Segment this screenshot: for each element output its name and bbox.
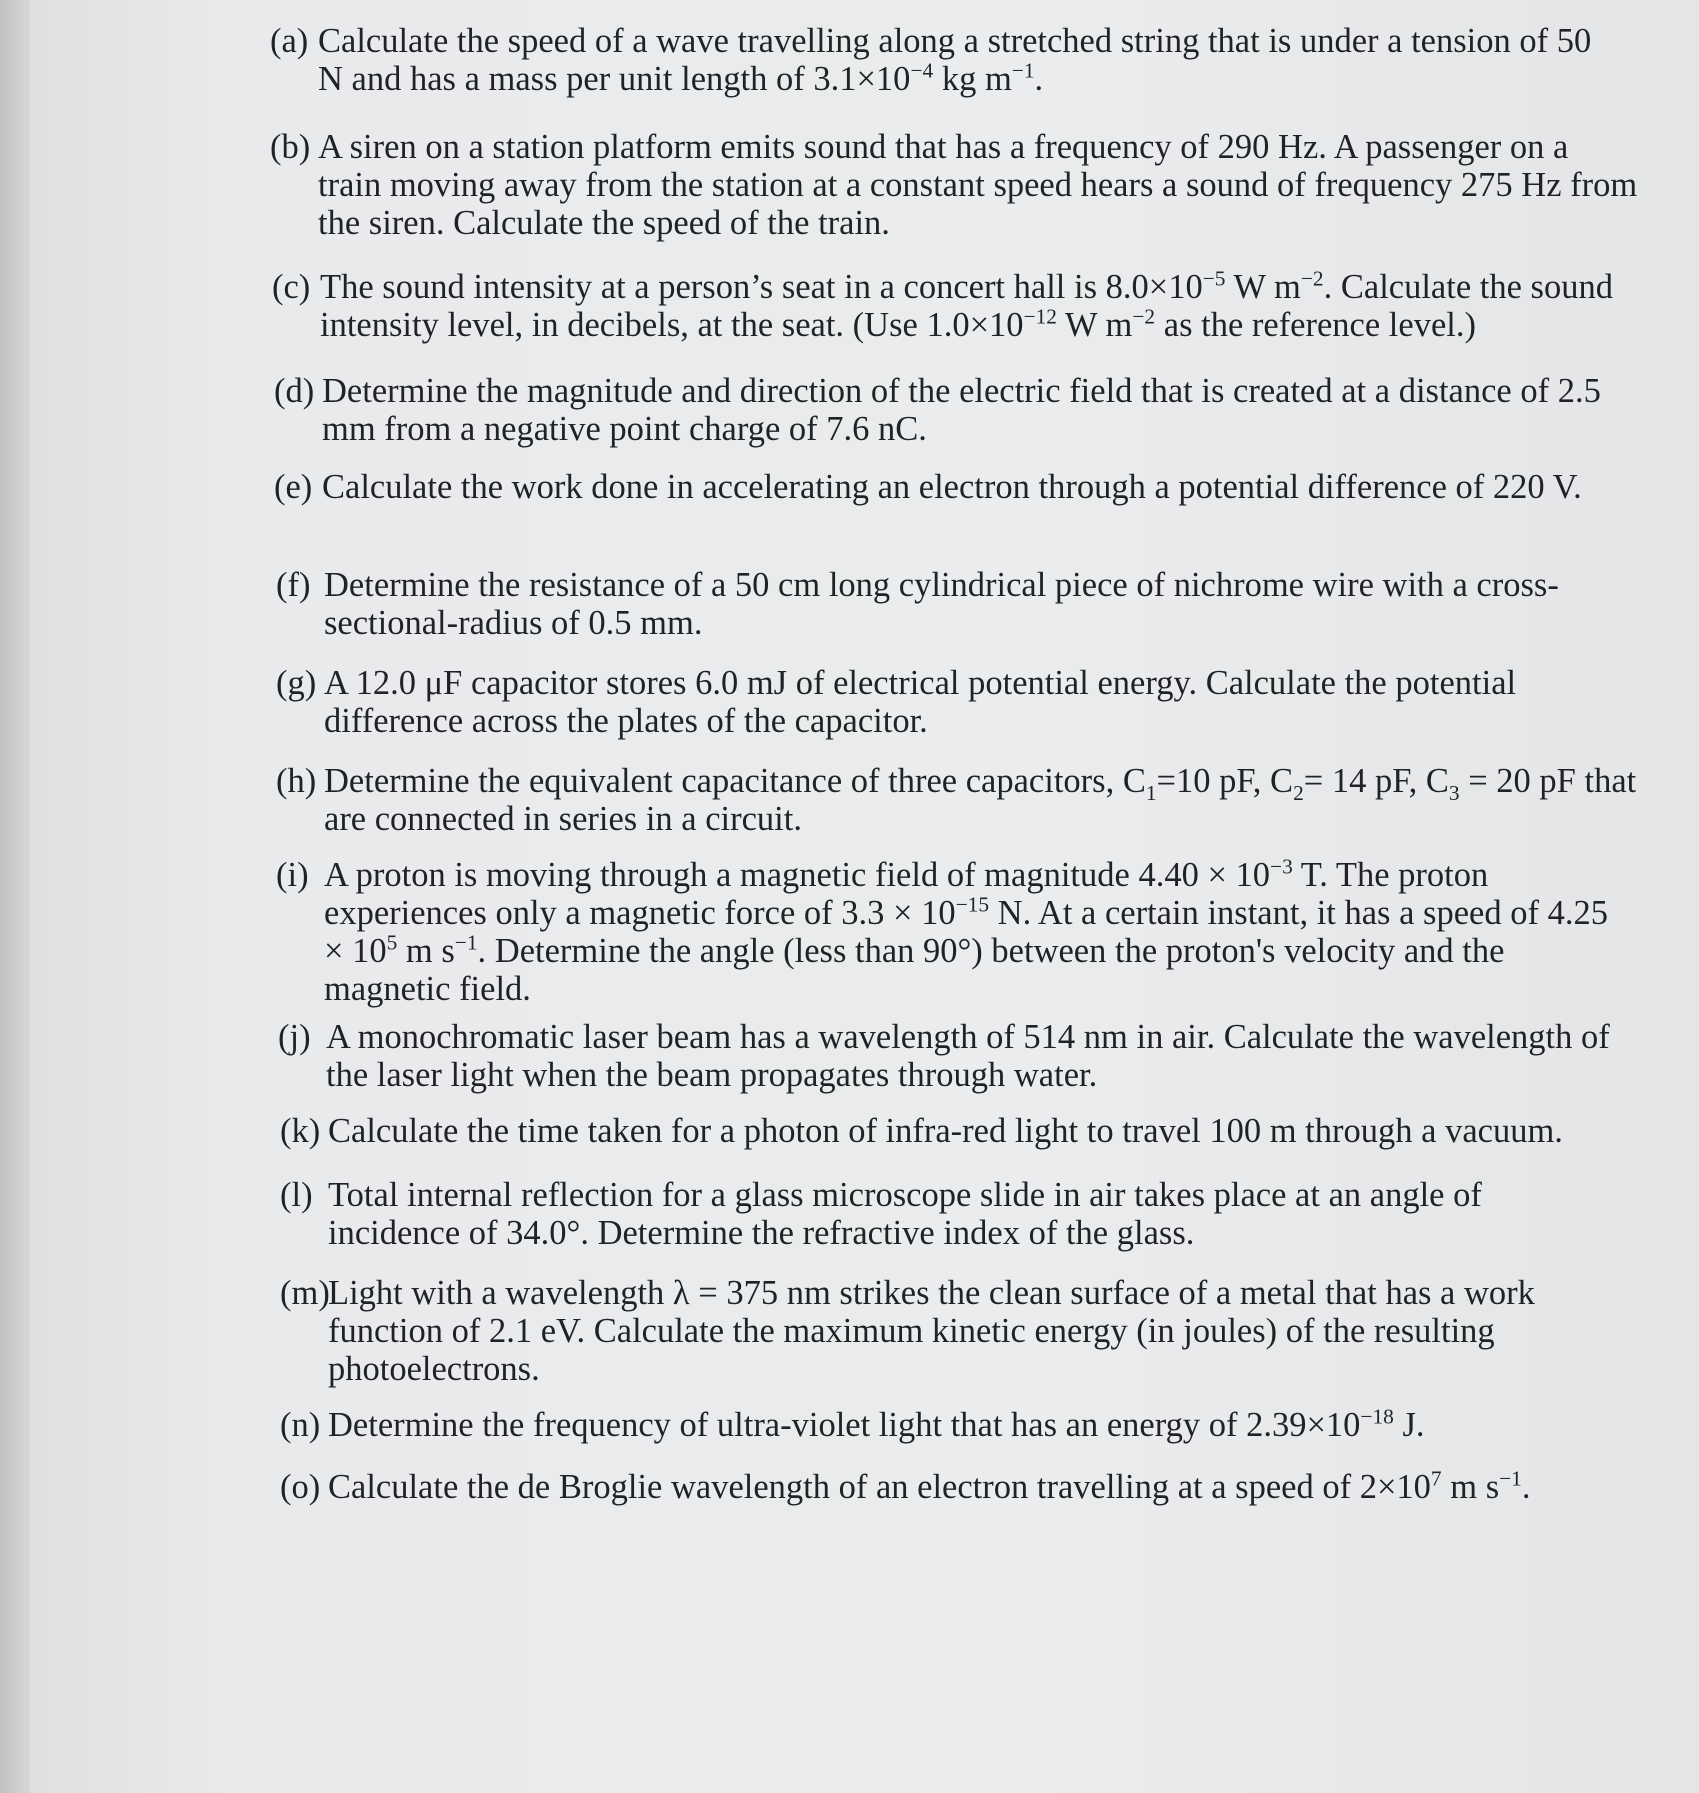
question-text: Determine the magnitude and direction of the electric field that is created at a distance of 2.5 mm from a negative point charge of 7.6 nC. — [322, 372, 1601, 448]
question-label: (m) — [280, 1274, 330, 1312]
question-label: (i) — [276, 856, 309, 894]
question-label: (g) — [276, 664, 317, 702]
question-text: The sound intensity at a person’s seat in a concert hall is $8.0\times 10^{-5}$ W $m^{-2}$. Calculate the sound intensity level, in decibels, at the seat. (Use $1.0\times 10^{-12}$ W $m^{-2}$ as the reference level.) — [320, 266, 1613, 344]
question-text: Calculate the work done in accelerating an electron through a potential difference of 220 V. — [322, 468, 1582, 506]
question-label: (h) — [276, 762, 317, 800]
question-text: Determine the equivalent capacitance of three capacitors, $C_1=10$ pF, $C_2= 14$ pF, $C_3 = 20$ pF that are connected in series in a circuit. — [324, 762, 1637, 838]
question-text: Determine the frequency of ultra-violet light that has an energy of $2.39\times 10^{-18}$ J. — [328, 1404, 1425, 1444]
question-label: (d) — [274, 372, 315, 410]
question-label: (l) — [280, 1176, 313, 1214]
worksheet-page — [30, 0, 1699, 1793]
question-label: (e) — [274, 468, 313, 506]
question-text: Calculate the time taken for a photon of infra-red light to travel 100 m through a vacuum. — [328, 1112, 1563, 1150]
question-label: (n) — [280, 1406, 321, 1444]
question-text: A siren on a station platform emits sound that has a frequency of 290 Hz. A passenger on a train moving away from the station at a constant speed hears a sound of frequency 275 Hz from the siren. Calculate the speed of the train. — [318, 128, 1638, 242]
question-label: (j) — [278, 1018, 311, 1056]
question-label: (c) — [272, 268, 311, 306]
question-label: (k) — [280, 1112, 321, 1150]
left-edge-shadow — [0, 0, 30, 1793]
question-text: Determine the resistance of a 50 cm long cylindrical piece of nichrome wire with a cross-sectional-radius of 0.5 mm. — [324, 566, 1559, 642]
question-text: Light with a wavelength λ = 375 nm strikes the clean surface of a metal that has a work function of 2.1 eV. Calculate the maximum kinetic energy (in joules) of the resulting photoelectrons. — [328, 1274, 1535, 1388]
question-text: A proton is moving through a magnetic field of magnitude $4.40 \times 10^{-3}$ T. The proton experiences only a magnetic force of $3.3 \times 10^{-15}$ N. At a certain instant, it has a speed of $4.25 \times 10^5$ m $s^{-1}$. Determine the angle (less than 90°) between the proton's velocity and the magnetic field. — [324, 854, 1608, 1008]
question-text: A 12.0 μF capacitor stores 6.0 mJ of electrical potential energy. Calculate the potential difference across the plates of the capacitor. — [324, 664, 1517, 740]
question-label: (o) — [280, 1468, 321, 1506]
question-text: A monochromatic laser beam has a wavelength of 514 nm in air. Calculate the wavelength of the laser light when the beam propagates through water. — [326, 1018, 1610, 1094]
question-text: Total internal reflection for a glass microscope slide in air takes place at an angle of incidence of 34.0°. Determine the refractive index of the glass. — [328, 1176, 1482, 1252]
question-label: (b) — [270, 128, 311, 166]
question-text: Calculate the speed of a wave travelling along a stretched string that is under a tension of 50 N and has a mass per unit length of $3.1\times 10^{-4}$ kg $m^{-1}$. — [318, 22, 1592, 98]
question-label: (f) — [276, 566, 311, 604]
question-label: (a) — [270, 22, 309, 60]
question-text: Calculate the de Broglie wavelength of an electron travelling at a speed of $2\times 10^7$ m $s^{-1}$. — [328, 1466, 1531, 1506]
